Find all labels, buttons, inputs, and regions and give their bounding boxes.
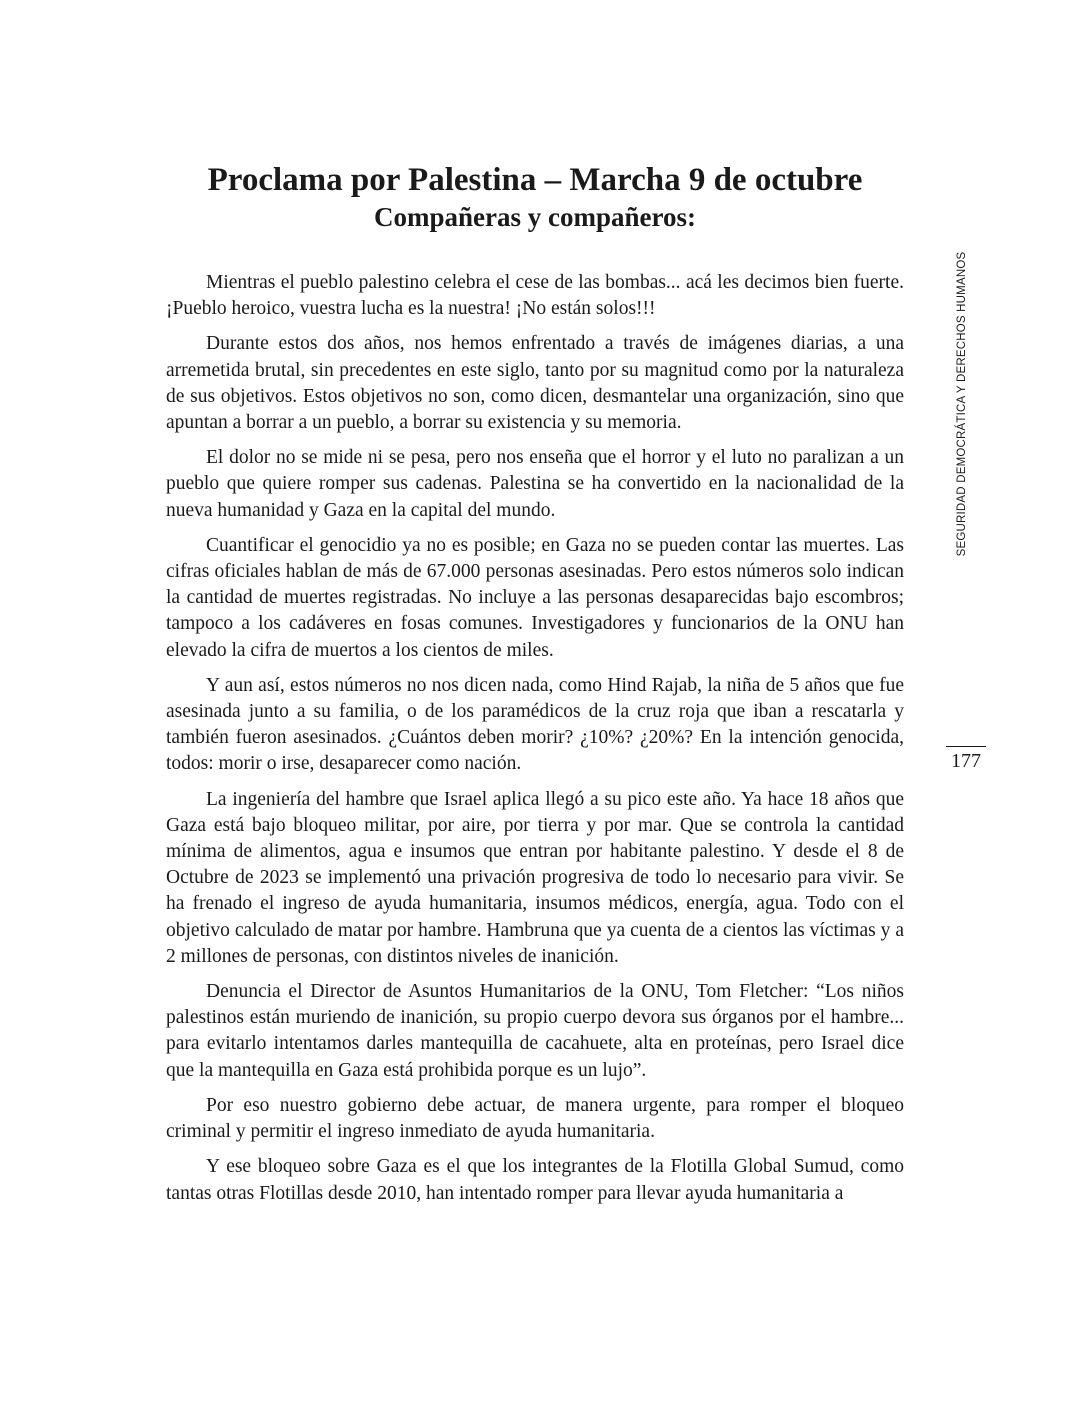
- paragraph: El dolor no se mide ni se pesa, pero nos enseña que el horror y el luto no paralizan a un pueblo que quiere romper sus cadenas. Palestina se ha convertido en la nacionalidad de la nueva humanidad y Gaza en la capital del mundo.: [166, 447, 904, 521]
- title-block: [166, 160, 904, 234]
- page-title: Proclama por Palestina – Marcha 9 de octubre: [207, 162, 863, 198]
- paragraph: Cuantificar el genocidio ya no es posible; en Gaza no se pueden contar las muertes. Las cifras oficiales hablan de más de 67.000 personas asesinadas. Pero estos números solo indican la cantidad de muertes registradas. No incluye a las personas desaparecidas bajo escombros; tampoco a los cadáveres en fosas comunes. Investigadores y funcionarios de la ONU han elevado la cifra de muertos a los cientos de miles.: [166, 534, 904, 661]
- page-number: 177: [946, 746, 986, 773]
- paragraph: Por eso nuestro gobierno debe actuar, de manera urgente, para romper el bloqueo criminal y permitir el ingreso inmediato de ayuda humanitaria.: [166, 1094, 904, 1143]
- paragraph: Y aun así, estos números no nos dicen nada, como Hind Rajab, la niña de 5 años que fue asesinada junto a su familia, o de los paramédicos de la cruz roja que iban a rescatarla y también fueron asesinados. ¿Cuántos deben morir? ¿10%? ¿20%? En la intención genocida, todos: morir o irse, desaparecer como nación.: [166, 674, 904, 775]
- body-text: [166, 270, 904, 1216]
- paragraph: Mientras el pueblo palestino celebra el cese de las bombas... acá les decimos bien fuerte. ¡Pueblo heroico, vuestra lucha es la nuestra! ¡No están solos!!!: [166, 272, 904, 320]
- paragraph: Y ese bloqueo sobre Gaza es el que los integrantes de la Flotilla Global Sumud, como tantas otras Flotillas desde 2010, han intentado romper para llevar ayuda humanitaria a: [166, 1156, 904, 1204]
- section-label: SEGURIDAD DEMOCRÁTICA Y DERECHOS HUMANOS: [956, 251, 968, 557]
- paragraph: La ingeniería del hambre que Israel aplica llegó a su pico este año. Ya hace 18 años que Gaza está bajo bloqueo militar, por aire, por tierra y por mar. Que se controla la cantidad mínima de alimentos, agua e insumos que entran por habitante palestino. Y desde el 8 de Octubre de 2023 se implementó una privación progresiva de todo lo necesario para vivir. Se ha frenado el ingreso de ayuda humanitaria, insumos médicos, energía, agua. Todo con el objetivo calculado de matar por hambre. Hambruna que ya cuenta de a cientos las víctimas y a 2 millones de personas, con distintos niveles de inanición.: [166, 788, 904, 967]
- page-subtitle: Compañeras y compañeros:: [374, 202, 696, 232]
- paragraph: Durante estos dos años, nos hemos enfrentado a través de imágenes diarias, a una arremetida brutal, sin precedentes en este siglo, tanto por su magnitud como por la naturaleza de sus objetivos. Estos objetivos no son, como dicen, desmantelar una organización, sino que apuntan a borrar a un pueblo, a borrar su existencia y su memoria.: [166, 333, 904, 434]
- paragraph: Denuncia el Director de Asuntos Humanitarios de la ONU, Tom Fletcher: “Los niños palestinos están muriendo de inanición, su propio cuerpo devora sus órganos por el hambre... para evitarlo intentamos darles mantequilla de cacahuete, alta en proteínas, pero Israel dice que la mantequilla en Gaza está prohibida porque es un lujo”.: [166, 981, 904, 1081]
